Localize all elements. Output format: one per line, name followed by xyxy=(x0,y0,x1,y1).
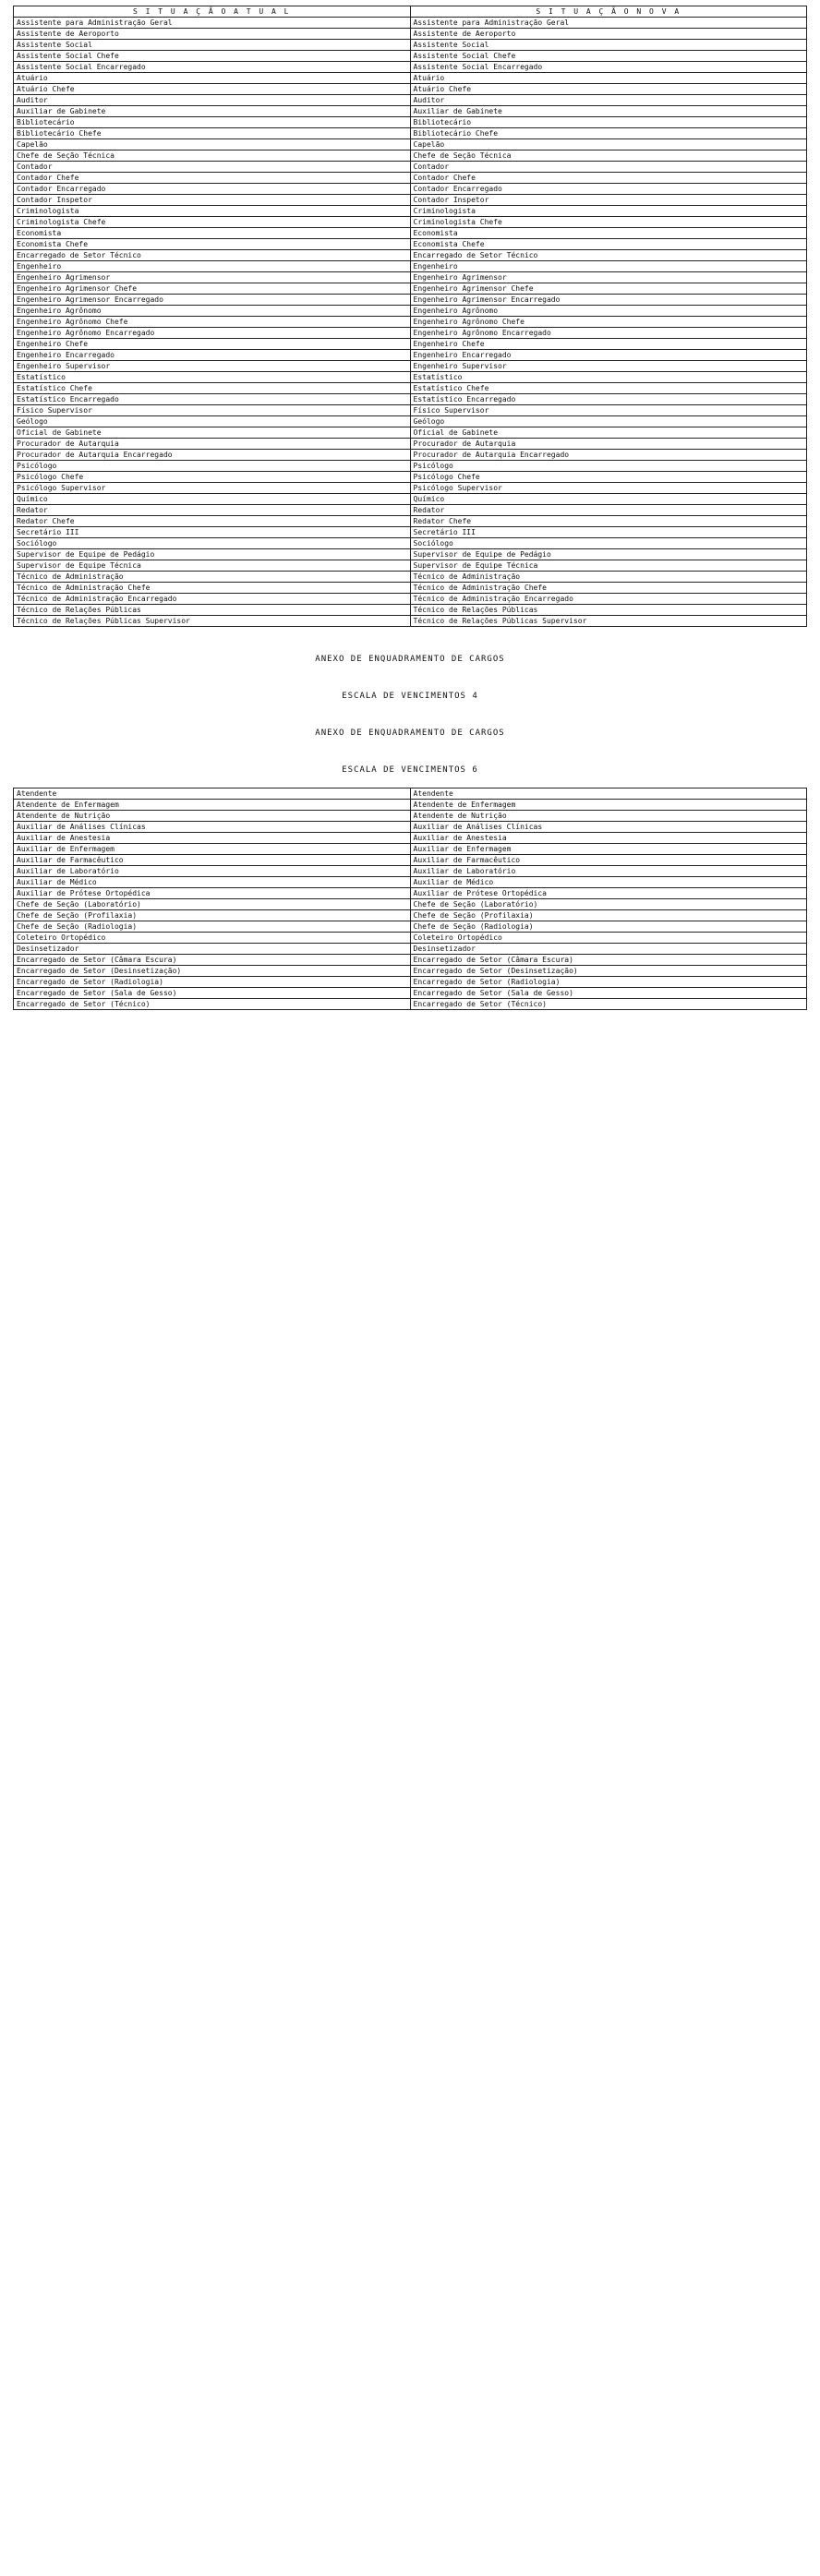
role-name: Chefe de Seção (Profilaxia) xyxy=(14,910,411,921)
role-name: Engenheiro Agrônomo Chefe xyxy=(14,317,411,328)
table-row xyxy=(14,394,807,405)
table-row xyxy=(14,461,807,472)
table-row xyxy=(14,844,807,855)
role-name: Encarregado de Setor (Câmara Escura) xyxy=(14,955,411,966)
role-name: Auxiliar de Análises Clínicas xyxy=(14,822,411,833)
role-name: Bibliotecário xyxy=(14,117,411,128)
role-name: Capelão xyxy=(14,139,411,150)
header-nova: S I T U A Ç Ã O N O V A xyxy=(410,6,807,18)
role-name: Chefe de Seção (Profilaxia) xyxy=(410,910,807,921)
table-row xyxy=(14,549,807,560)
table-row xyxy=(14,527,807,538)
role-name: Auxiliar de Prótese Ortopédica xyxy=(410,888,807,899)
role-name: Contador Chefe xyxy=(14,173,411,184)
table-row xyxy=(14,866,807,877)
role-name: Auxiliar de Enfermagem xyxy=(14,844,411,855)
role-name: Contador Inspetor xyxy=(14,195,411,206)
role-name: Psicólogo Supervisor xyxy=(410,483,807,494)
role-name: Auxiliar de Laboratório xyxy=(410,866,807,877)
table-row xyxy=(14,173,807,184)
caption: ANEXO DE ENQUADRAMENTO DE CARGOS xyxy=(315,728,505,738)
role-name: Engenheiro Agrimensor xyxy=(410,272,807,283)
role-name: Auxiliar de Prótese Ortopédica xyxy=(14,888,411,899)
role-name: Engenheiro Encarregado xyxy=(14,350,411,361)
role-name: Atendente xyxy=(14,788,411,800)
table-row xyxy=(14,95,807,106)
role-name: Criminologista Chefe xyxy=(410,217,807,228)
table-row xyxy=(14,516,807,527)
role-name: Economista xyxy=(14,228,411,239)
role-name: Atendente de Nutrição xyxy=(410,811,807,822)
caption: ANEXO DE ENQUADRAMENTO DE CARGOS xyxy=(315,655,505,664)
role-name: Economista Chefe xyxy=(14,239,411,250)
role-name: Contador Encarregado xyxy=(14,184,411,195)
table-row xyxy=(14,306,807,317)
table-row xyxy=(14,616,807,627)
table-row xyxy=(14,594,807,605)
role-name: Bibliotecário xyxy=(410,117,807,128)
table-row xyxy=(14,427,807,439)
section-1 xyxy=(13,6,807,1010)
role-name: Atendente de Enfermagem xyxy=(410,800,807,811)
role-name: Sociólogo xyxy=(410,538,807,549)
role-name: Atuário xyxy=(14,73,411,84)
role-name: Encarregado de Setor (Técnico) xyxy=(410,999,807,1010)
role-name: Auditor xyxy=(14,95,411,106)
role-name: Auxiliar de Análises Clínicas xyxy=(410,822,807,833)
table-row xyxy=(14,877,807,888)
role-name: Engenheiro Agrônomo xyxy=(410,306,807,317)
role-name: Supervisor de Equipe de Pedágio xyxy=(410,549,807,560)
role-name: Contador Encarregado xyxy=(410,184,807,195)
table-row xyxy=(14,538,807,549)
table-row xyxy=(14,40,807,51)
table-row xyxy=(14,272,807,283)
role-name: Contador Inspetor xyxy=(410,195,807,206)
table-row xyxy=(14,106,807,117)
table-row xyxy=(14,250,807,261)
table-row xyxy=(14,505,807,516)
table-row xyxy=(14,999,807,1010)
role-name: Engenheiro Agrônomo xyxy=(14,306,411,317)
role-name: Encarregado de Setor (Radiologia) xyxy=(410,977,807,988)
role-name: Procurador de Autarquia Encarregado xyxy=(410,450,807,461)
role-name: Contador Chefe xyxy=(410,173,807,184)
role-name: Técnico de Relações Públicas Supervisor xyxy=(14,616,411,627)
enquadramento-table-1 xyxy=(13,6,807,627)
role-name: Engenheiro xyxy=(14,261,411,272)
table-row xyxy=(14,117,807,128)
table-row xyxy=(14,128,807,139)
enquadramento-table-3 xyxy=(13,788,807,1010)
role-name: Assistente Social Chefe xyxy=(14,51,411,62)
role-name: Auxiliar de Gabinete xyxy=(14,106,411,117)
role-name: Assistente Social Encarregado xyxy=(14,62,411,73)
table-row xyxy=(14,150,807,162)
role-name: Atendente de Enfermagem xyxy=(14,800,411,811)
table-row xyxy=(14,583,807,594)
role-name: Engenheiro Agrimensor Chefe xyxy=(14,283,411,295)
role-name: Químico xyxy=(14,494,411,505)
role-name: Encarregado de Setor Técnico xyxy=(410,250,807,261)
role-name: Técnico de Administração Encarregado xyxy=(14,594,411,605)
table-row xyxy=(14,921,807,933)
role-name: Engenheiro Agrônomo Encarregado xyxy=(14,328,411,339)
role-name: Criminologista xyxy=(410,206,807,217)
role-name: Criminologista xyxy=(14,206,411,217)
table-row xyxy=(14,910,807,921)
table-row xyxy=(14,328,807,339)
role-name: Estatístico Encarregado xyxy=(14,394,411,405)
role-name: Engenheiro Agrimensor Encarregado xyxy=(14,295,411,306)
role-name: Supervisor de Equipe Técnica xyxy=(410,560,807,572)
table-row xyxy=(14,162,807,173)
table-row xyxy=(14,206,807,217)
role-name: Auxiliar de Laboratório xyxy=(14,866,411,877)
role-name: Psicólogo xyxy=(14,461,411,472)
role-name: Desinsetizador xyxy=(410,944,807,955)
role-name: Chefe de Seção Técnica xyxy=(410,150,807,162)
role-name: Coleteiro Ortopédico xyxy=(14,933,411,944)
table-row xyxy=(14,361,807,372)
table-row xyxy=(14,184,807,195)
role-name: Técnico de Relações Públicas xyxy=(410,605,807,616)
table-row xyxy=(14,966,807,977)
table-row xyxy=(14,62,807,73)
table-body xyxy=(14,788,807,1010)
table-row xyxy=(14,416,807,427)
role-name: Engenheiro xyxy=(410,261,807,272)
caption: ESCALA DE VENCIMENTOS 4 xyxy=(342,692,478,701)
table-row xyxy=(14,18,807,29)
table-row xyxy=(14,944,807,955)
role-name: Técnico de Relações Públicas xyxy=(14,605,411,616)
role-name: Engenheiro Agrônomo Chefe xyxy=(410,317,807,328)
table-row xyxy=(14,29,807,40)
role-name: Estatístico Encarregado xyxy=(410,394,807,405)
role-name: Auxiliar de Farmacêutico xyxy=(410,855,807,866)
role-name: Geólogo xyxy=(14,416,411,427)
table-row xyxy=(14,73,807,84)
role-name: Procurador de Autarquia xyxy=(410,439,807,450)
role-name: Sociólogo xyxy=(14,538,411,549)
role-name: Geólogo xyxy=(410,416,807,427)
role-name: Estatístico xyxy=(410,372,807,383)
table-row xyxy=(14,988,807,999)
role-name: Redator Chefe xyxy=(410,516,807,527)
role-name: Engenheiro Agrônomo Encarregado xyxy=(410,328,807,339)
table-row xyxy=(14,228,807,239)
role-name: Assistente de Aeroporto xyxy=(410,29,807,40)
role-name: Economista Chefe xyxy=(410,239,807,250)
role-name: Psicólogo Chefe xyxy=(14,472,411,483)
table-row xyxy=(14,572,807,583)
role-name: Técnico de Relações Públicas Supervisor xyxy=(410,616,807,627)
role-name: Chefe de Seção Técnica xyxy=(14,150,411,162)
role-name: Encarregado de Setor (Câmara Escura) xyxy=(410,955,807,966)
table-row xyxy=(14,899,807,910)
role-name: Psicólogo Chefe xyxy=(410,472,807,483)
role-name: Engenheiro Chefe xyxy=(14,339,411,350)
table-row xyxy=(14,822,807,833)
role-name: Técnico de Administração xyxy=(14,572,411,583)
role-name: Redator xyxy=(14,505,411,516)
role-name: Assistente Social Chefe xyxy=(410,51,807,62)
role-name: Contador xyxy=(14,162,411,173)
role-name: Supervisor de Equipe de Pedágio xyxy=(14,549,411,560)
role-name: Contador xyxy=(410,162,807,173)
table-row xyxy=(14,933,807,944)
table-row xyxy=(14,494,807,505)
role-name: Procurador de Autarquia Encarregado xyxy=(14,450,411,461)
role-name: Encarregado de Setor (Desinsetização) xyxy=(14,966,411,977)
table-row xyxy=(14,139,807,150)
role-name: Estatístico Chefe xyxy=(14,383,411,394)
role-name: Estatístico xyxy=(14,372,411,383)
table-row xyxy=(14,605,807,616)
table-row xyxy=(14,977,807,988)
role-name: Encarregado de Setor (Radiologia) xyxy=(14,977,411,988)
table-row xyxy=(14,472,807,483)
role-name: Auxiliar de Médico xyxy=(410,877,807,888)
role-name: Auxiliar de Gabinete xyxy=(410,106,807,117)
table-row xyxy=(14,450,807,461)
table-row xyxy=(14,84,807,95)
role-name: Redator xyxy=(410,505,807,516)
table-row xyxy=(14,372,807,383)
role-name: Técnico de Administração Chefe xyxy=(14,583,411,594)
role-name: Auxiliar de Anestesia xyxy=(14,833,411,844)
table-row xyxy=(14,888,807,899)
table-row xyxy=(14,295,807,306)
role-name: Encarregado de Setor (Sala de Gesso) xyxy=(14,988,411,999)
role-name: Coleteiro Ortopédico xyxy=(410,933,807,944)
role-name: Encarregado de Setor (Técnico) xyxy=(14,999,411,1010)
table-row xyxy=(14,195,807,206)
role-name: Engenheiro Chefe xyxy=(410,339,807,350)
role-name: Engenheiro Agrimensor xyxy=(14,272,411,283)
role-name: Procurador de Autarquia xyxy=(14,439,411,450)
table-row xyxy=(14,560,807,572)
role-name: Técnico de Administração Chefe xyxy=(410,583,807,594)
role-name: Engenheiro Encarregado xyxy=(410,350,807,361)
table-row xyxy=(14,217,807,228)
role-name: Técnico de Administração xyxy=(410,572,807,583)
table-row xyxy=(14,317,807,328)
role-name: Engenheiro Agrimensor Chefe xyxy=(410,283,807,295)
role-name: Chefe de Seção (Radiologia) xyxy=(14,921,411,933)
table-row xyxy=(14,405,807,416)
role-name: Estatístico Chefe xyxy=(410,383,807,394)
role-name: Oficial de Gabinete xyxy=(14,427,411,439)
role-name: Engenheiro Supervisor xyxy=(410,361,807,372)
role-name: Auxiliar de Farmacêutico xyxy=(14,855,411,866)
role-name: Atuário xyxy=(410,73,807,84)
table-row xyxy=(14,283,807,295)
table-row xyxy=(14,788,807,800)
table-row xyxy=(14,239,807,250)
role-name: Assistente para Administração Geral xyxy=(410,18,807,29)
role-name: Bibliotecário Chefe xyxy=(14,128,411,139)
role-name: Atuário Chefe xyxy=(14,84,411,95)
table-row xyxy=(14,855,807,866)
table-row xyxy=(14,339,807,350)
role-name: Supervisor de Equipe Técnica xyxy=(14,560,411,572)
role-name: Encarregado de Setor (Desinsetização) xyxy=(410,966,807,977)
role-name: Secretário III xyxy=(410,527,807,538)
role-name: Bibliotecário Chefe xyxy=(410,128,807,139)
role-name: Engenheiro Agrimensor Encarregado xyxy=(410,295,807,306)
role-name: Atendente de Nutrição xyxy=(14,811,411,822)
role-name: Desinsetizador xyxy=(14,944,411,955)
table-row xyxy=(14,261,807,272)
role-name: Químico xyxy=(410,494,807,505)
role-name: Encarregado de Setor (Sala de Gesso) xyxy=(410,988,807,999)
table-row xyxy=(14,811,807,822)
table-row xyxy=(14,439,807,450)
role-name: Auxiliar de Enfermagem xyxy=(410,844,807,855)
table-row xyxy=(14,833,807,844)
role-name: Auxiliar de Anestesia xyxy=(410,833,807,844)
role-name: Redator Chefe xyxy=(14,516,411,527)
role-name: Secretário III xyxy=(14,527,411,538)
role-name: Assistente Social Encarregado xyxy=(410,62,807,73)
table-row xyxy=(14,350,807,361)
table-body xyxy=(14,18,807,627)
role-name: Assistente de Aeroporto xyxy=(14,29,411,40)
role-name: Chefe de Seção (Laboratório) xyxy=(410,899,807,910)
header-atual: S I T U A Ç Ã O A T U A L xyxy=(14,6,411,18)
role-name: Assistente Social xyxy=(410,40,807,51)
table-row xyxy=(14,51,807,62)
role-name: Auxiliar de Médico xyxy=(14,877,411,888)
role-name: Capelão xyxy=(410,139,807,150)
caption: ESCALA DE VENCIMENTOS 6 xyxy=(342,765,478,775)
role-name: Criminologista Chefe xyxy=(14,217,411,228)
role-name: Atuário Chefe xyxy=(410,84,807,95)
table-row xyxy=(14,955,807,966)
role-name: Psicólogo xyxy=(410,461,807,472)
role-name: Técnico de Administração Encarregado xyxy=(410,594,807,605)
role-name: Assistente Social xyxy=(14,40,411,51)
role-name: Chefe de Seção (Radiologia) xyxy=(410,921,807,933)
role-name: Oficial de Gabinete xyxy=(410,427,807,439)
role-name: Chefe de Seção (Laboratório) xyxy=(14,899,411,910)
table-row xyxy=(14,483,807,494)
role-name: Auditor xyxy=(410,95,807,106)
table-row xyxy=(14,383,807,394)
role-name: Psicólogo Supervisor xyxy=(14,483,411,494)
role-name: Físico Supervisor xyxy=(14,405,411,416)
role-name: Encarregado de Setor Técnico xyxy=(14,250,411,261)
role-name: Economista xyxy=(410,228,807,239)
table-row xyxy=(14,800,807,811)
role-name: Físico Supervisor xyxy=(410,405,807,416)
role-name: Engenheiro Supervisor xyxy=(14,361,411,372)
role-name: Assistente para Administração Geral xyxy=(14,18,411,29)
role-name: Atendente xyxy=(410,788,807,800)
